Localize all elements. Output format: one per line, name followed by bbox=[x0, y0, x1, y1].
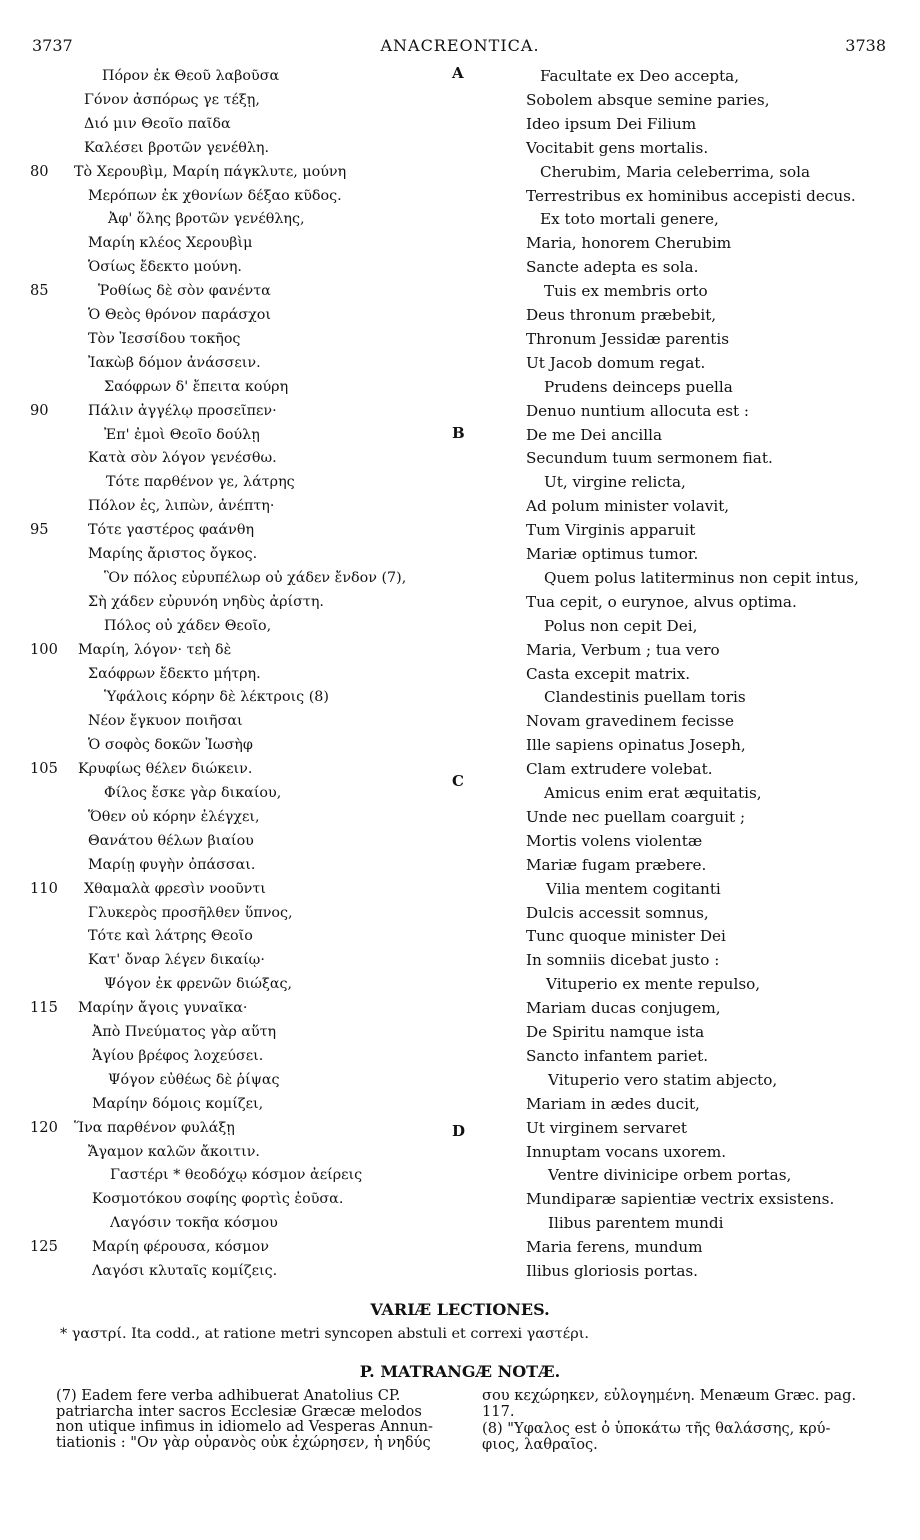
latin-translation: Ille sapiens opinatus Joseph, bbox=[526, 736, 746, 755]
verse-row bbox=[0, 1092, 920, 1116]
latin-translation: Deus thronum præbebit, bbox=[526, 306, 717, 324]
latin-translation: Mariam in ædes ducit, bbox=[526, 1094, 700, 1113]
greek-verse: Ὅθεν οὐ κόρην ἐλέγχει, bbox=[88, 808, 260, 825]
latin-translation: Tum Virginis apparuit bbox=[526, 521, 696, 540]
latin-translation: Maria, honorem Cherubim bbox=[526, 234, 732, 253]
verse-number: 80 bbox=[30, 162, 49, 180]
verse-row bbox=[0, 733, 920, 757]
latin-translation: De Spiritu namque ista bbox=[526, 1023, 705, 1041]
latin-translation: Secundum tuum sermonem fiat. bbox=[526, 449, 773, 468]
verse-row bbox=[0, 184, 920, 208]
note-line: (7) Eadem fere verba adhibuerat Anatolius CP. bbox=[56, 1387, 401, 1404]
latin-translation: Ideo ipsum Dei Filium bbox=[526, 114, 697, 133]
latin-translation: Quem polus latiterminus non cepit intus, bbox=[544, 568, 859, 587]
latin-translation: Clam extrudere volebat. bbox=[526, 760, 713, 779]
latin-translation: Tuis ex membris orto bbox=[544, 282, 708, 301]
verse-row bbox=[0, 1140, 920, 1164]
greek-verse: Γόνον ἀσπόρως γε τέξῃ, bbox=[84, 91, 260, 108]
latin-translation: Unde nec puellam coarguit ; bbox=[526, 807, 746, 826]
latin-translation: Mortis volens violentæ bbox=[526, 831, 703, 850]
latin-translation: Novam gravedinem fecisse bbox=[526, 712, 735, 731]
verse-row bbox=[0, 494, 920, 518]
greek-verse: Ἀπὸ Πνεύματος γὰρ αὕτη bbox=[92, 1024, 277, 1040]
greek-verse: Ψόγον εὐθέως δὲ ῥίψας bbox=[108, 1071, 280, 1088]
latin-translation: In somniis dicebat justo : bbox=[526, 951, 720, 970]
latin-translation: Terrestribus ex hominibus accepisti decus. bbox=[526, 186, 856, 205]
verse-number: 90 bbox=[30, 401, 49, 419]
greek-verse: Ὁσίως ἔδεκτο μούνη. bbox=[88, 259, 242, 276]
greek-verse: Ἐπ' ἐμοὶ Θεοῖο δούλῃ bbox=[104, 426, 260, 443]
verse-row bbox=[0, 112, 920, 136]
latin-translation: Ventre divinicipe orbem portas, bbox=[548, 1166, 792, 1185]
greek-verse: Κατὰ σὸν λόγον γενέσθω. bbox=[88, 450, 277, 467]
greek-verse: Ῥοθίως δὲ σὸν φανέντα bbox=[98, 283, 271, 300]
verse-row bbox=[0, 614, 920, 638]
greek-verse: Τὸ Χερουβὶμ, Μαρίη πάγκλυτε, μούνη bbox=[74, 163, 347, 180]
verse-row bbox=[0, 948, 920, 972]
greek-verse: Τότε γαστέρος φαάνθη bbox=[88, 522, 255, 539]
verse-row bbox=[0, 279, 920, 303]
latin-translation: Sobolem absque semine paries, bbox=[526, 90, 770, 109]
greek-verse: Χθαμαλὰ φρεσὶν νοοῦντι bbox=[84, 880, 266, 897]
greek-verse: Ὁ Θεὸς θρόνον παράσχοι bbox=[88, 307, 272, 323]
marginal-marker-b: B bbox=[452, 424, 465, 442]
greek-verse: Κατ' ὄναρ λέγεν δικαίῳ· bbox=[88, 952, 265, 969]
latin-translation: Prudens deinceps puella bbox=[544, 377, 733, 396]
greek-verse: Σαόφρων ἔδεκτο μήτρη. bbox=[88, 665, 261, 682]
greek-verse: Μαρίη φέρουσα, κόσμον bbox=[92, 1239, 269, 1256]
verse-number: 85 bbox=[30, 282, 49, 300]
latin-translation: Maria ferens, mundum bbox=[526, 1238, 703, 1257]
verse-row bbox=[0, 1020, 920, 1044]
verse-row bbox=[0, 972, 920, 996]
verse-row bbox=[0, 638, 920, 662]
verse-row bbox=[0, 1068, 920, 1092]
verse-number: 115 bbox=[30, 999, 58, 1017]
greek-verse: Κρυφίως θέλεν διώκειν. bbox=[78, 761, 253, 778]
greek-verse: Γαστέρι * θεοδόχῳ κόσμον ἀείρεις bbox=[110, 1167, 363, 1184]
greek-verse: Πόλος οὐ χάδεν Θεοῖο, bbox=[104, 617, 272, 634]
greek-verse: Τότε καὶ λάτρης Θεοῖο bbox=[88, 928, 253, 945]
latin-translation: Vilia mentem cogitanti bbox=[546, 879, 721, 898]
greek-verse: Τότε παρθένον γε, λάτρης bbox=[106, 474, 295, 491]
verse-row bbox=[0, 662, 920, 686]
latin-translation: Thronum Jessidæ parentis bbox=[526, 329, 730, 348]
greek-verse: Μαρίη κλέος Χερουβὶμ bbox=[88, 235, 253, 252]
latin-translation: Sancte adepta es sola. bbox=[526, 258, 699, 277]
verse-row bbox=[0, 1211, 920, 1235]
greek-verse: Μαρίην ἄγοις γυναῖκα· bbox=[78, 1000, 248, 1017]
verse-row bbox=[0, 518, 920, 542]
greek-verse: Καλέσει βροτῶν γενέθλη. bbox=[84, 139, 270, 156]
greek-verse: Νέον ἔγκυον ποιῆσαι bbox=[88, 713, 243, 730]
page-number-left: 3737 bbox=[32, 36, 73, 55]
greek-verse: Ὑφάλοις κόρην δὲ λέκτροις (8) bbox=[104, 689, 329, 706]
greek-verse: Ἰακὼβ δόμον ἀνάσσειν. bbox=[88, 354, 261, 371]
verse-row bbox=[0, 88, 920, 112]
verse-number: 110 bbox=[30, 879, 58, 897]
verse-row bbox=[0, 303, 920, 327]
latin-translation: Innuptam vocans uxorem. bbox=[526, 1142, 727, 1161]
latin-translation: Denuo nuntium allocuta est : bbox=[526, 401, 750, 420]
note-line: φιος, λαθραῖος. bbox=[482, 1435, 598, 1453]
verse-row bbox=[0, 1235, 920, 1259]
verse-row bbox=[0, 542, 920, 566]
verse-row bbox=[0, 136, 920, 160]
greek-verse: Κοσμοτόκου σοφίης φορτὶς ἐοῦσα. bbox=[92, 1191, 344, 1208]
greek-verse: Θανάτου θέλων βιαίου bbox=[88, 832, 254, 849]
marginal-marker-d: D bbox=[452, 1122, 466, 1140]
greek-verse: Πόρον ἐκ Θεοῦ λαβοῦσα bbox=[102, 68, 280, 84]
verse-row bbox=[0, 327, 920, 351]
verse-row bbox=[0, 1259, 920, 1283]
latin-translation: Mariam ducas conjugem, bbox=[526, 999, 721, 1018]
greek-verse: Ἄγαμον καλῶν ἄκοιτιν. bbox=[88, 1143, 260, 1160]
note-line: patriarcha inter sacros Ecclesiæ Græcæ melodos bbox=[56, 1402, 422, 1420]
verse-row bbox=[0, 231, 920, 255]
verse-number: 100 bbox=[30, 640, 58, 658]
greek-verse: Λαγόσι κλυταῖς κομίζεις. bbox=[92, 1263, 278, 1279]
latin-translation: Tua cepit, o eurynoe, alvus optima. bbox=[526, 592, 797, 611]
greek-verse: Μαρίῃ φυγὴν ὀπάσσαι. bbox=[88, 856, 256, 873]
verse-row bbox=[0, 1044, 920, 1068]
verse-row bbox=[0, 375, 920, 399]
greek-verse: Μερόπων ἐκ χθονίων δέξαο κῦδος. bbox=[88, 187, 342, 204]
latin-translation: Ut virginem servaret bbox=[526, 1118, 688, 1137]
latin-translation: Ut, virgine relicta, bbox=[544, 473, 686, 492]
verse-row bbox=[0, 1187, 920, 1211]
latin-translation: Facultate ex Deo accepta, bbox=[540, 67, 740, 85]
latin-translation: Ad polum minister volavit, bbox=[526, 497, 730, 516]
verse-row bbox=[0, 877, 920, 901]
latin-translation: Amicus enim erat æquitatis, bbox=[544, 784, 762, 802]
verse-row bbox=[0, 351, 920, 375]
notes-title: P. MATRANGÆ NOTÆ. bbox=[359, 1362, 561, 1381]
verse-row bbox=[0, 160, 920, 184]
note-line: σου κεχώρηκεν, εὐλογημένη. Menæum Græc. pag. bbox=[482, 1387, 857, 1404]
verse-row bbox=[0, 709, 920, 733]
verse-row bbox=[0, 1163, 920, 1187]
latin-translation: Casta excepit matrix. bbox=[526, 664, 691, 683]
verse-row bbox=[0, 399, 920, 423]
latin-translation: Mariæ optimus tumor. bbox=[526, 545, 699, 563]
latin-translation: Ut Jacob domum regat. bbox=[526, 353, 706, 372]
note-line: 117. bbox=[482, 1402, 515, 1420]
latin-translation: Sancto infantem pariet. bbox=[526, 1046, 709, 1065]
latin-translation: Polus non cepit Dei, bbox=[544, 616, 698, 635]
note-line: non utique infimus in idiomelo ad Vesperas Annun- bbox=[56, 1418, 433, 1435]
verse-row bbox=[0, 685, 920, 709]
notes-left-column bbox=[56, 1388, 456, 1450]
verse-row bbox=[0, 829, 920, 853]
latin-translation: Maria, Verbum ; tua vero bbox=[526, 640, 720, 659]
greek-verse: Λαγόσιν τοκῆα κόσμου bbox=[110, 1215, 278, 1232]
verse-row bbox=[0, 996, 920, 1020]
marginal-marker-c: C bbox=[452, 772, 464, 790]
verse-row bbox=[0, 255, 920, 279]
verse-row bbox=[0, 566, 920, 590]
verse-number: 105 bbox=[30, 760, 58, 778]
greek-verse: Σαόφρων δ' ἔπειτα κούρη bbox=[104, 378, 289, 395]
latin-translation: De me Dei ancilla bbox=[526, 425, 663, 444]
verse-number: 120 bbox=[30, 1118, 58, 1136]
greek-verse: Τὸν Ἰεσσίδου τοκῆος bbox=[88, 330, 241, 347]
page-number-right: 3738 bbox=[845, 36, 886, 55]
running-title: ANACREONTICA. bbox=[380, 36, 540, 55]
latin-translation: Ilibus gloriosis portas. bbox=[526, 1262, 699, 1280]
latin-translation: Ilibus parentem mundi bbox=[548, 1214, 724, 1233]
greek-verse: Σὴ χάδεν εὐρυνόη νηδὺς ἀρίστη. bbox=[88, 593, 324, 610]
latin-translation: Vocitabit gens mortalis. bbox=[526, 138, 709, 157]
latin-translation: Tunc quoque minister Dei bbox=[526, 927, 726, 946]
greek-verse: Γλυκερὸς προσῆλθεν ὕπνος, bbox=[88, 904, 293, 921]
verse-row bbox=[0, 901, 920, 925]
marginal-marker-a: A bbox=[452, 64, 464, 82]
verse-row bbox=[0, 446, 920, 470]
greek-verse: Διό μιν Θεοῖο παῖδα bbox=[84, 115, 231, 132]
verse-row bbox=[0, 470, 920, 494]
latin-translation: Clandestinis puellam toris bbox=[544, 688, 746, 707]
latin-translation: Ex toto mortali genere, bbox=[540, 210, 719, 229]
greek-verse: Φίλος ἔσκε γὰρ δικαίου, bbox=[104, 785, 282, 801]
greek-verse: Ἵνα παρθένον φυλάξῃ bbox=[74, 1119, 235, 1136]
latin-translation: Mundiparæ sapientiæ vectrix exsistens. bbox=[526, 1190, 835, 1209]
verse-number: 95 bbox=[30, 521, 49, 539]
latin-translation: Mariæ fugam præbere. bbox=[526, 855, 707, 874]
page-header bbox=[0, 36, 920, 56]
latin-translation: Vituperio vero statim abjecto, bbox=[548, 1070, 778, 1089]
greek-verse: Ὁ σοφὸς δοκῶν Ἰωσὴφ bbox=[88, 737, 253, 754]
note-line: (8) "Υφαλος est ὁ ὑποκάτω τῆς θαλάσσης, κρύ- bbox=[482, 1420, 831, 1437]
greek-verse: Ἀφ' ὅλης βροτῶν γενέθλης, bbox=[108, 211, 305, 228]
greek-verse: Μαρίη, λόγον· τεὴ δὲ bbox=[78, 641, 232, 658]
greek-verse: Ἁγίου βρέφος λοχεύσει. bbox=[92, 1047, 264, 1064]
latin-translation: Cherubim, Maria celeberrima, sola bbox=[540, 162, 811, 181]
greek-verse: Πόλον ἐς, λιπὼν, ἀνέπτη· bbox=[88, 498, 275, 515]
verse-number: 125 bbox=[30, 1238, 58, 1256]
greek-verse: Ὃν πόλος εὐρυπέλωρ οὐ χάδεν ἔνδον (7), bbox=[104, 569, 407, 586]
note-line: tiationis : "Ον γὰρ οὐρανὸς οὐκ ἐχώρησεν, ἡ νηδύς bbox=[56, 1433, 431, 1451]
variae-lectiones-title: VARIÆ LECTIONES. bbox=[370, 1300, 550, 1319]
greek-verse: Μαρίης ἄριστος ὄγκος. bbox=[88, 546, 258, 562]
verse-row bbox=[0, 207, 920, 231]
greek-verse: Ψόγον ἐκ φρενῶν διώξας, bbox=[104, 976, 293, 993]
notes-right-column bbox=[482, 1388, 892, 1452]
variae-lectiones-text: * γαστρί. Ita codd., at ratione metri syncopen abstuli et correxi γαστέρι. bbox=[60, 1326, 589, 1342]
greek-verse: Πάλιν ἀγγέλῳ προσεῖπεν· bbox=[88, 402, 277, 419]
greek-verse: Μαρίην δόμοις κομίζει, bbox=[92, 1095, 264, 1112]
latin-translation: Dulcis accessit somnus, bbox=[526, 903, 709, 922]
verse-row bbox=[0, 590, 920, 614]
verse-row bbox=[0, 853, 920, 877]
latin-translation: Vituperio ex mente repulso, bbox=[546, 975, 761, 994]
verse-row bbox=[0, 924, 920, 948]
verse-row bbox=[0, 805, 920, 829]
